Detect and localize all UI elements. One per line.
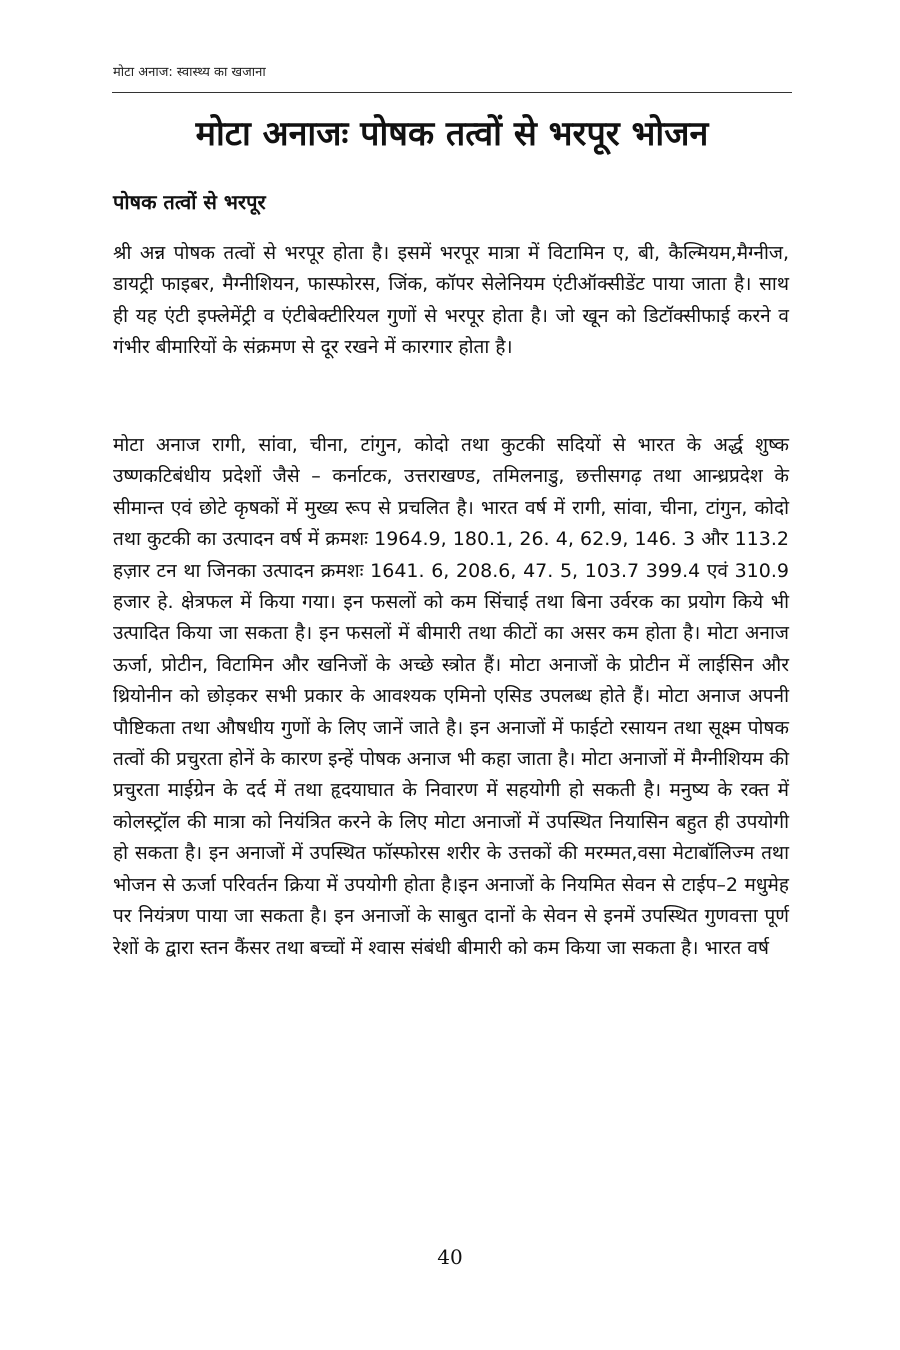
body-paragraph: श्री अन्न पोषक तत्वों से भरपूर होता है। इसमें भरपूर मात्रा में विटामिन ए, बी, कैल्मियम,मैग्नीज, डायट्री फाइबर, मैग्नीशियन, फास्फोरस, जिंक, कॉपर सेलेनियम एंटीऑक्सीडेंट पाया जाता है। साथ ही यह एंटी इफ्लेमेंट्री व एंटीबेक्टीरियल गुणों से भरपूर होता है। जो खून को डिटॉक्सीफाई करने व गंभीर बीमारियों के संक्रमण से दूर रखने में कारगार होता है। bbox=[113, 242, 789, 359]
page-number: 40 bbox=[437, 1245, 463, 1269]
page-title: मोटा अनाजः पोषक तत्वों से भरपूर भोजन bbox=[195, 114, 709, 154]
header-divider bbox=[112, 92, 792, 93]
running-header: मोटा अनाज: स्वास्थ्य का खजाना bbox=[113, 65, 266, 80]
section-heading: पोषक तत्वों से भरपूर bbox=[113, 190, 266, 214]
body-paragraph: मोटा अनाज रागी, सांवा, चीना, टांगुन, कोदो तथा कुटकी सदियों से भारत के अर्द्ध शुष्क उष्णकटिबंधीय प्रदेशों जैसे – कर्नाटक, उत्तराखण्ड, तमिलनाडु, छत्तीसगढ़ तथा आन्ध्रप्रदेश के सीमान्त एवं छोटे कृषकों में मुख्य रूप से प्रचलित है। भारत वर्ष में रागी, सांवा, चीना, टांगुन, कोदो तथा कुटकी का उत्पादन वर्ष में क्रमशः 1964.9, 180.1, 26. 4, 62.9, 146. 3 और 113.2 हज़ार टन था जिनका उत्पादन क्रमशः 1641. 6, 208.6, 47. 5, 103.7 399.4 एवं 310.9 हजार हे. क्षेत्रफल में किया गया। इन फसलों को कम सिंचाई तथा बिना उर्वरक का प्रयोग किये भी उत्पादित किया जा सकता है। इन फसलों में बीमारी तथा कीटों का असर कम होता है। मोटा अनाज ऊर्जा, प्रोटीन, विटामिन और खनिजों के अच्छे स्त्रोत हैं। मोटा अनाजों के प्रोटीन में लाईसिन और थ्रियोनीन को छोड़कर सभी प्रकार के आवश्यक एमिनो एसिड उपलब्ध होते हैं। मोटा अनाज अपनी पौष्टिकता तथा औषधीय गुणों के लिए जानें जाते है। इन अनाजों में फाईटो रसायन तथा सूक्ष्म पोषक तत्वों की प्रचुरता होनें के कारण इन्हें पोषक अनाज भी कहा जाता है। मोटा अनाजों में मैग्नीशियम की प्रचुरता माईग्रेन के दर्द में तथा हृदयाघात के निवारण में सहयोगी हो सकती है। मनुष्य के रक्त में कोलस्ट्रॉल की मात्रा को नियंत्रित करने के लिए मोटा अनाजों में उपस्थित नियासिन बहुत ही उपयोगी हो सकता है। इन अनाजों में उपस्थित फॉस्फोरस शरीर के उत्तकों की मरम्मत,वसा मेटाबॉलिज्म तथा भोजन से ऊर्जा परिवर्तन क्रिया में उपयोगी होता है।इन अनाजों के नियमित सेवन से टाईप–2 मधुमेह पर नियंत्रण पाया जा सकता है। इन अनाजों के साबुत दानों के सेवन से इनमें उपस्थित गुणवत्ता पूर्ण रेशों के द्वारा स्तन कैंसर तथा बच्चों में श्वास संबंधी बीमारी को कम किया जा सकता है। भारत वर्ष bbox=[113, 434, 789, 959]
